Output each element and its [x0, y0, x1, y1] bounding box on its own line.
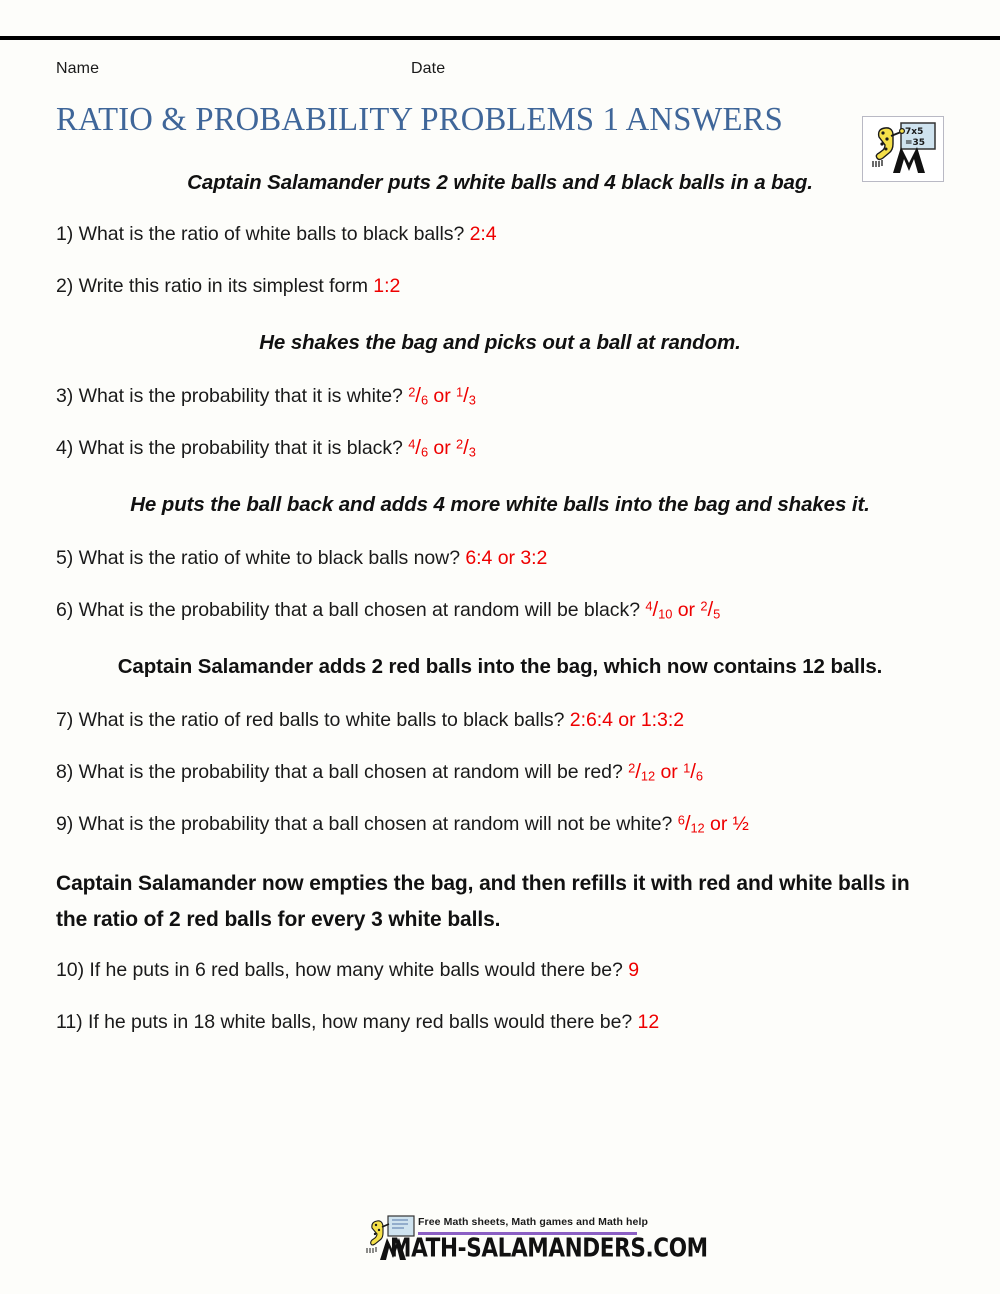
question-item-5 [0, 532, 1000, 584]
question-text: What is the ratio of white to black balls now? [78, 547, 461, 569]
fraction: $^2/_5$ [700, 598, 721, 622]
answer-value [678, 813, 749, 835]
question-item-2 [0, 260, 1000, 312]
page-title: RATIO & PROBABILITY PROBLEMS 1 ANSWERS [56, 101, 783, 138]
question-number: 10) [56, 959, 85, 981]
answer-value [645, 599, 720, 621]
scenario-statement-1: Captain Salamander puts 2 white balls and 4 black balls in a bag. [187, 171, 813, 194]
worksheet-content [0, 160, 1000, 1048]
answer-value [408, 385, 476, 407]
question-number: 4) [56, 437, 74, 459]
answer-value [628, 761, 703, 783]
answer-value: 6:4 or 3:2 [465, 547, 548, 569]
question-number: 5) [56, 547, 74, 569]
question-item-3 [0, 370, 1000, 422]
answer-value: 12 [637, 1011, 660, 1033]
question-number: 1) [56, 223, 74, 245]
scenario-statement-2: He shakes the bag and picks out a ball at random. [259, 331, 741, 354]
question-number: 7) [56, 709, 74, 731]
scenario-statement-3: He puts the ball back and adds 4 more white balls into the bag and shakes it. [130, 493, 870, 516]
question-text: What is the probability that it is white? [78, 385, 403, 407]
question-item-8 [0, 746, 1000, 798]
question-text: If he puts in 18 white balls, how many red balls would there be? [87, 1011, 633, 1033]
question-item-6 [0, 584, 1000, 636]
question-item-9 [0, 798, 1000, 850]
question-number: 8) [56, 761, 74, 783]
scenario-statement-5: Captain Salamander now empties the bag, and then refills it with red and white balls in the ratio of 2 red balls for every 3 white balls. [56, 872, 910, 931]
question-item-4 [0, 422, 1000, 474]
fraction: $^1/_3$ [456, 384, 476, 408]
fraction: $^6/_{12}$ [677, 812, 705, 836]
fraction: $^2/_{12}$ [628, 760, 656, 784]
footer-domain-text: MATH-SALAMANDERS.COM [390, 1234, 708, 1264]
question-number: 11) [56, 1011, 83, 1033]
scenario-statement-4: Captain Salamander adds 2 red balls into the bag, which now contains 12 balls. [117, 655, 883, 678]
answer-value: 1:2 [373, 275, 401, 297]
fraction: $^2/_3$ [456, 436, 476, 460]
question-number: 3) [56, 385, 74, 407]
answer-value: 2:6:4 or 1:3:2 [569, 709, 684, 731]
fraction: $^1/_6$ [683, 760, 703, 784]
answer-joiner: or [710, 813, 728, 835]
answer-tail: ½ [732, 813, 749, 835]
fraction: $^4/_6$ [408, 436, 429, 460]
svg-text:7x5: 7x5 [905, 127, 924, 137]
question-text: What is the probability that a ball chosen at random will be red? [78, 761, 623, 783]
answer-value: 2:4 [469, 223, 497, 245]
question-number: 6) [56, 599, 74, 621]
answer-value: 9 [628, 959, 639, 981]
top-rule-divider [0, 36, 1000, 40]
date-label: Date [411, 60, 446, 77]
question-text: Write this ratio in its simplest form [78, 275, 368, 297]
answer-joiner: or [433, 437, 451, 459]
question-item-1 [0, 208, 1000, 260]
question-text: What is the ratio of white balls to black balls? [78, 223, 465, 245]
question-text: What is the ratio of red balls to white balls to black balls? [78, 709, 565, 731]
footer-tagline: Free Math sheets, Math games and Math help [418, 1216, 648, 1228]
fraction: $^4/_{10}$ [645, 598, 673, 622]
name-label: Name [56, 60, 100, 77]
question-item-7 [0, 694, 1000, 746]
answer-joiner: or [660, 761, 678, 783]
question-text: What is the probability that it is black? [78, 437, 403, 459]
question-text: If he puts in 6 red balls, how many white balls would there be? [89, 959, 623, 981]
question-text: What is the probability that a ball chosen at random will be black? [78, 599, 640, 621]
answer-joiner: or [677, 599, 695, 621]
answer-joiner: or [433, 385, 451, 407]
question-text: What is the probability that a ball chosen at random will not be white? [78, 813, 673, 835]
page-footer [0, 1210, 1000, 1278]
question-item-10 [0, 944, 1000, 996]
question-number: 2) [56, 275, 74, 297]
answer-value [408, 437, 476, 459]
fraction: $^2/_6$ [408, 384, 429, 408]
question-number: 9) [56, 813, 74, 835]
question-item-11 [0, 996, 1000, 1048]
svg-text:=35: =35 [905, 138, 926, 148]
